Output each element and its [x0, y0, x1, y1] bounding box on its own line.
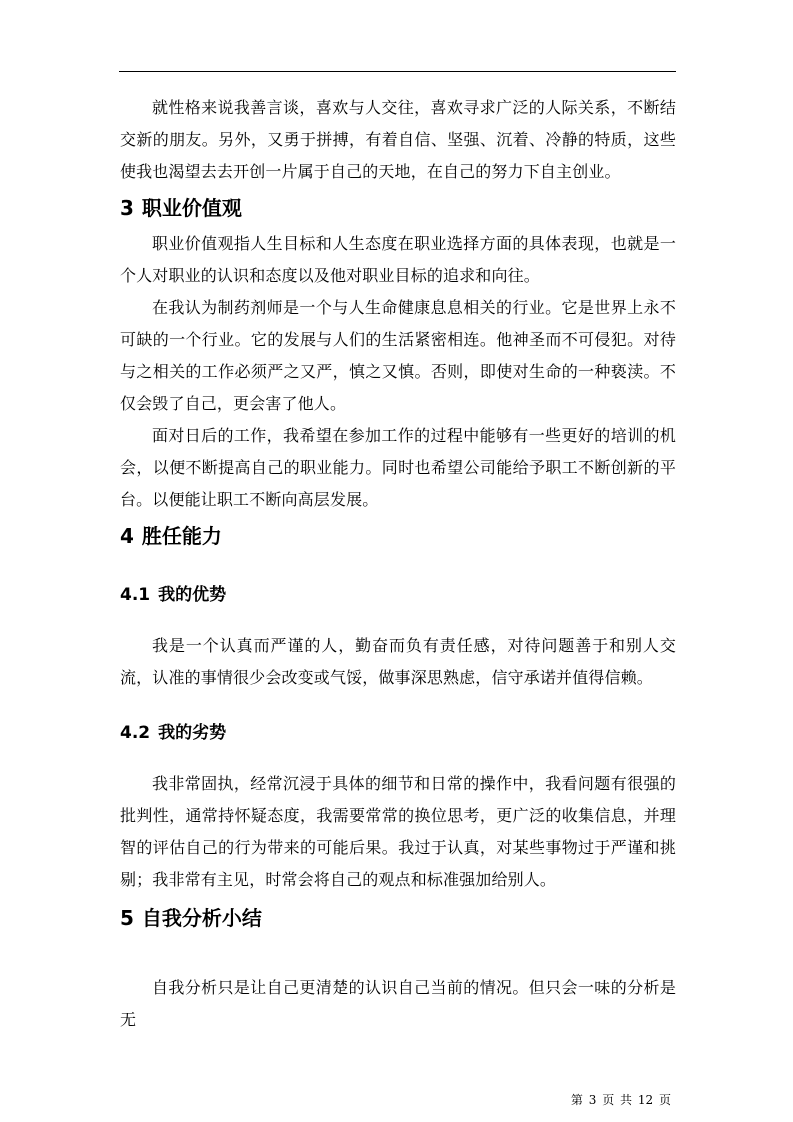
paragraph-summary: 自我分析只是让自己更清楚的认识自己当前的情况。但只会一味的分析是无	[120, 978, 676, 1029]
footer-total-prefix: 共	[620, 1093, 633, 1107]
section-4-2-title: 我的劣势	[158, 723, 227, 743]
paragraph-personality: 就性格来说我善言谈，喜欢与人交往，喜欢寻求广泛的人际关系，不断结交新的朋友。另外，又勇于拼搏，有着自信、坚强、沉着、冷静的特质，这些使我也渴望去去开创一片属于自己的天地，在自己的努力下自主创业。	[120, 98, 676, 181]
footer-page-current: 3	[588, 1093, 597, 1107]
section-4-2-number: 4.2	[120, 723, 151, 743]
header-rule	[119, 71, 676, 72]
paragraph-weaknesses: 我非常固执，经常沉浸于具体的细节和日常的操作中，我看问题有很强的批判性，通常持怀疑态度，我需要常常的换位思考，更广泛的收集信息，并理智的评估自己的行为带来的可能后果。我过于认真，对某些事物过于严谨和挑剔；我非常有主见，时常会将自己的观点和标准强加给别人。	[120, 774, 676, 889]
paragraph-strengths: 我是一个认真而严谨的人，勤奋而负有责任感，对待问题善于和别人交流，认准的事情很少会改变或气馁，做事深思熟虑，信守承诺并值得信赖。	[120, 636, 676, 687]
paragraph-values-definition: 职业价值观指人生目标和人生态度在职业选择方面的具体表现，也就是一个人对职业的认识和态度以及他对职业目标的追求和向往。	[120, 234, 676, 285]
section-3-number: 3	[120, 196, 134, 220]
footer-total-unit: 页	[658, 1093, 671, 1107]
section-3-title: 职业价值观	[141, 196, 242, 220]
heading-section-4-1	[120, 578, 676, 612]
footer-page-total: 12	[637, 1093, 654, 1107]
page-footer	[570, 1092, 672, 1108]
heading-section-5	[120, 898, 676, 938]
footer-page-unit: 页	[602, 1093, 615, 1107]
heading-section-3	[120, 188, 676, 228]
section-4-1-number: 4.1	[120, 585, 151, 605]
heading-section-4-2	[120, 716, 676, 750]
paragraph-values-future: 面对日后的工作，我希望在参加工作的过程中能够有一些更好的培训的机会，以便不断提高自己的职业能力。同时也希望公司能给予职工不断创新的平台。以便能让职工不断向高层发展。	[120, 426, 676, 509]
section-5-number: 5	[120, 906, 134, 930]
section-4-title: 胜任能力	[141, 524, 222, 548]
page-content	[120, 92, 676, 1036]
section-5-title: 自我分析小结	[141, 906, 262, 930]
section-4-number: 4	[120, 524, 134, 548]
heading-section-4	[120, 516, 676, 556]
section-4-1-title: 我的优势	[158, 585, 227, 605]
footer-page-prefix: 第	[570, 1093, 583, 1107]
paragraph-values-pharmacist: 在我认为制药剂师是一个与人生命健康息息相关的行业。它是世界上永不可缺的一个行业。它的发展与人们的生活紧密相连。他神圣而不可侵犯。对待与之相关的工作必须严之又严，慎之又慎。否则，即使对生命的一种亵渎。不仅会毁了自己，更会害了他人。	[120, 298, 676, 413]
